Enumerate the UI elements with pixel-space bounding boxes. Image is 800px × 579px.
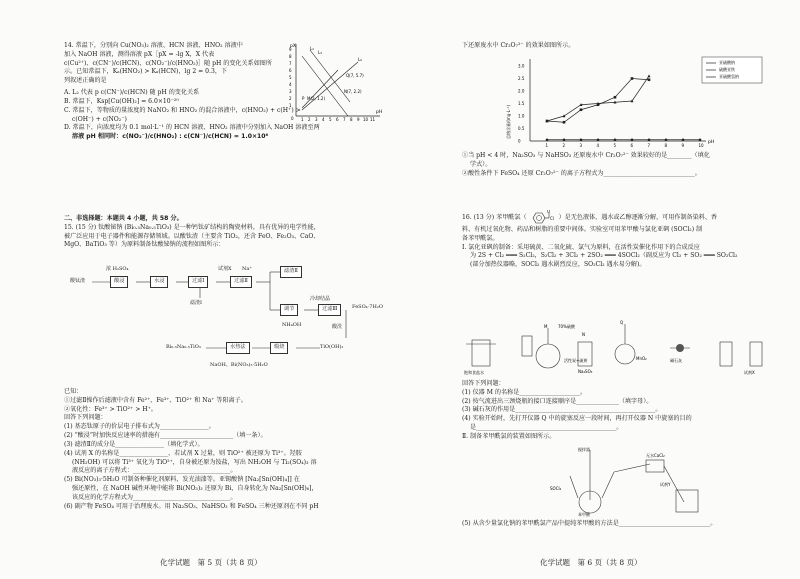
right-page [400, 0, 800, 579]
chart-xtick-label: 9 [681, 143, 685, 148]
chart-ytick-label: 0.5 [518, 126, 525, 131]
flow-step-filter1: 过滤Ⅰ [188, 276, 208, 288]
chart-xtick-label: 3 [579, 143, 583, 148]
flow-step-filter2: 过滤Ⅱ [230, 276, 252, 288]
label-q: Q [620, 320, 624, 325]
chart-point [648, 78, 651, 81]
curve-l2 [302, 62, 358, 110]
q16-apparatus-1 [460, 318, 790, 378]
q14-graph [288, 42, 384, 122]
q16-part1-line: 为 2S + Cl₂ ═══ S₂Cl₂，S₂Cl₂ + 3Cl₂ + 2SO₂ ═══ 4SOCl₂（副反应为 Cl₂ + SO₂ ═══ SO₂Cl₂ [470, 252, 738, 260]
chart-point [563, 114, 566, 117]
right-footer: 化学试题 第 6 页（共 8 页） [540, 558, 642, 568]
chart-legend-label: 硫酸亚铁 [719, 67, 735, 72]
curve-l1 [310, 50, 350, 102]
flow-step-adjust: 调节 [280, 304, 298, 316]
flow-residue1: 滤渣Ⅰ [190, 300, 202, 306]
point-q: Q(7, 5.7) [346, 73, 364, 78]
q16-part1-line: (部分加热仪器略，SOCl₂ 遇水剧烈反应，SO₂Cl₂ 遇水易分解)。 [470, 261, 646, 269]
q15-question: (NH₂OH) 可以将 Ti³⁺ 氧化为 TiO²⁺，自身被还原为铵盐，写出 NH₂OH 与 Ti₂(SO₄)₃ 溶 [72, 458, 317, 466]
q16-part1-title: Ⅰ. 氯化亚砜的制备：采用硫黄、二氧化硫、氯气为原料，在活性炭催化作用下的合成反应 [462, 243, 700, 251]
flow-acid-reagent: 浓 H₂SO₄ [106, 266, 129, 272]
chart-series-line [547, 76, 649, 121]
chart-point [699, 138, 702, 141]
q15-question: (3) 滤渣Ⅱ的成分是________________（填化学式）。 [64, 440, 204, 448]
q16-intro-line: 备苯甲酰氯。 [462, 234, 499, 242]
q16-answer-title: 回答下列问题： [462, 380, 505, 387]
point-m: M(2, 1.2) [307, 96, 326, 101]
ytick: 0 [291, 116, 294, 121]
q16-intro-a: 16. (13 分) 苯甲酰氯（ [462, 213, 527, 221]
q14-option-c-cont: c(OH⁻) + c(NO₂⁻) [72, 115, 127, 123]
q15-continued [462, 42, 792, 51]
q15-known: ①过滤Ⅱ操作后滤液中含有 Fe²⁺、Fe³⁺、TiO²⁺ 和 Na⁺ 等阳离子。 [64, 396, 247, 404]
q16-question-5: (5) 从含少量氯化钠的苯甲酰氯产品中提纯苯甲酸的方法是______________________________。 [462, 520, 717, 527]
chromium-chart [450, 55, 780, 150]
flow-raw: 酸钛渣 [70, 278, 86, 284]
chart-point [614, 138, 617, 141]
label-benzoic-acid: 苯甲酸 [578, 512, 590, 517]
q15-cont-line: 下还原废水中 Cr₂O₇²⁻ 的效果如图所示。 [462, 42, 575, 49]
q14-line: 加入 NaOH 溶液，测得溶液 pX［pX = -lg X，X 代表 [64, 50, 215, 58]
q15-subquestions [462, 152, 792, 178]
label-l3: L₃ [318, 50, 322, 55]
chart-point [563, 138, 566, 141]
q15-flowchart [70, 260, 390, 385]
q14-line: 示。已知常温下，Kₐ(HNO₂) > Kₐ(HCN)，lg 2 = 0.3，下 [64, 68, 228, 76]
q15-question: 强还原性，在 NaOH 碱性环境中能将 Bi(NO₃)₃ 还原为 Bi，自身转化为 Na₂[Sn(OH)₆]， [72, 485, 318, 493]
q15-intro: 被广泛应用于电子器件和能源存储领域。以酸钛渣（主要含 TiO₂，还含 FeO、Fe₂O₃、CaO、 [64, 232, 320, 240]
q14-line: 列叙述正确的是 [64, 77, 107, 85]
flow-residue2: 滤渣Ⅱ [280, 266, 302, 278]
q16-question: (1) 仪器 M 的名称是____________________。 [462, 388, 587, 396]
q14-ytick-labels [289, 47, 294, 121]
chart-xtick-label: 5 [613, 143, 617, 148]
chart-ytick-label: 3.0 [518, 63, 525, 69]
chart-xtick-label: 8 [664, 143, 668, 148]
q16-q5 [462, 520, 792, 529]
question-15 [64, 215, 394, 250]
chart-xtick-label: 6 [630, 143, 634, 148]
flow-step-acid: 酸浸 [110, 276, 128, 288]
xtick: 5 [329, 117, 332, 122]
chart-point [580, 138, 583, 141]
ytick: 6 [289, 68, 292, 73]
benzoyl-chloride-structure-icon [529, 210, 557, 226]
flow-wash: 酸洗 [332, 324, 343, 330]
q15-intro: MgO、BaTiO₃ 等）为原料制备钛酸铋钠的流程如图所示： [64, 241, 225, 249]
q15-intro: 15. (15 分) 钛酸铋钠 (Bi₀.₅Na₀.₅TiO₃) 是一种钙钛矿结构的陶瓷材料，具有优异的电学性能， [64, 223, 320, 231]
xtick: 10 [363, 117, 369, 122]
chart-legend-label: 亚硫酸氢钠 [719, 74, 739, 79]
left-footer: 化学试题 第 5 页（共 8 页） [160, 558, 262, 568]
label-n: N [582, 332, 585, 337]
q16-intro-b: ）是无色液体，遇水或乙醇逐渐分解，可用作制备染料、香 [558, 213, 718, 221]
label-soda-lime: 碱石灰 [670, 358, 682, 363]
chart-point [597, 138, 600, 141]
label-carbon-sulfur: 活性炭+硫黄 [564, 358, 588, 363]
q15-question: (5) Bi(NO₃)₃·5H₂O 可制备种催化剂原料，发光油漆等。亚锡酸钠 [Na₂[Sn(OH)₄]] 在 [64, 476, 300, 484]
flow-na: Na⁺ [242, 266, 252, 272]
chart-xtick-label: 1 [545, 143, 549, 148]
q15-question: (4) 试剂 X 的名称是________________，若试剂 X 过量，则 TiO²⁺ 被还原为 Ti³⁺。羟胺 [64, 449, 302, 457]
chart-point [648, 74, 651, 77]
xtick: 6 [336, 117, 339, 122]
label-reagent-x: 试剂X [744, 370, 755, 375]
flow-tioh: TiO(OH)₂ [320, 344, 344, 350]
xtick: 8 [350, 117, 353, 122]
chart-xtick-label: 7 [647, 143, 651, 148]
question-15-body [64, 388, 394, 512]
q15-sub: ②酸性条件下 FeSO₄ 还原 Cr₂O₇²⁻ 的离子方程式为______________________________。 [462, 169, 701, 177]
label-saturated-brine: 饱和食盐水 [464, 370, 484, 375]
chart-point [580, 108, 583, 111]
flow-nh4oh: NH₄OH [282, 322, 302, 328]
q16-part2-title: Ⅱ. 制备苯甲酰氯的装置如图所示。 [462, 432, 556, 440]
xtick: 4 [322, 117, 325, 122]
flow-step-hydro: 水热法 [226, 342, 250, 354]
q15-question: 该反应的化学方程式为________________________________。 [72, 493, 237, 501]
xtick: 1 [301, 117, 304, 122]
q16-question: (4) 实验开始时，先打开仪器 Q 中的旋塞反应一段时间，再打开仪器 N 中旋塞的目的 [462, 415, 692, 423]
chart-ytick-label: 0 [518, 138, 521, 144]
q15-question: (6) 副产物 FeSO₄ 可用于治理废水。用 Na₂SO₃、NaHSO₃ 和 FeSO₄ 三种还原剂在不同 pH [64, 502, 319, 510]
chart-ytick-label: 1.0 [518, 113, 525, 119]
ytick: 8 [289, 54, 292, 59]
chart-legend [702, 57, 762, 83]
q14-option-c: C. 常温下，等物质的量浓度的 NaNO₂ 和 HNO₂ 的混合溶液中，c(HNO₂) + c(H⁺) > [64, 106, 301, 114]
chart-series-line [547, 79, 649, 123]
chart-point [546, 138, 549, 141]
flow-cooling: 冷却结晶 [310, 296, 331, 302]
point-n: N(7, 2.2) [344, 89, 362, 94]
xtick: 2 [308, 117, 311, 122]
ytick: 2 [289, 96, 292, 101]
chart-ytick-label: 1.5 [518, 101, 525, 106]
chart-legend-label: 亚硫酸钠 [719, 60, 735, 65]
chart-xtick-label: 10 [698, 143, 704, 148]
chart-point [563, 121, 566, 124]
flow-step-water: 水浸 [150, 276, 168, 288]
flow-reagent-x: 试剂X [218, 266, 232, 272]
flow-bi-reagent: NaOH、Bi(NO₃)₃·5H₂O [210, 362, 268, 368]
label-na2so3: Na₂SO₃ [578, 369, 593, 374]
label-cacl2: 无水CaCl₂ [646, 453, 665, 458]
ytick: 9 [289, 47, 292, 52]
curve-extra [302, 70, 338, 108]
q14-line: 14. 常温下，分别向 Cu(NO₃)₂ 溶液、HCN 溶液、HNO₂ 溶液中 [64, 42, 243, 49]
chart-point [665, 138, 668, 141]
ytick: 4 [289, 82, 292, 87]
flow-product: Bi₀.₅Na₀.₅TiO₃ [166, 344, 201, 350]
ytick: 1 [289, 103, 292, 108]
q14-option-d: D. 常温下，向浓度均为 0.1 mol·L⁻¹ 的 HCN 溶液、HNO₂ 溶液中分别加入 NaOH 溶液至两 [64, 124, 320, 132]
chart-point [648, 138, 651, 141]
q14-xtick-labels [301, 117, 376, 122]
xtick: 7 [343, 117, 346, 122]
chart-point [631, 138, 634, 141]
label-m: M [544, 324, 548, 329]
xtick: 9 [357, 117, 360, 122]
chart-point [614, 96, 617, 99]
q15-question: 液反应的离子方程式：________________________________。 [72, 467, 237, 475]
q15-known: ②氧化性：Fe³⁺ > TiO²⁺ > H⁺。 [64, 405, 157, 413]
label-socl2: SOCl₂ [550, 486, 562, 491]
q16-question: (2) 按气流进出三颈烧瓶的接口连接顺序是______________（填字母）。 [462, 397, 653, 405]
chart-y-axis-label: 总铬含量/(mg·L⁻¹) [506, 104, 511, 139]
ytick: 7 [289, 61, 292, 66]
chart-xtick-label: 4 [596, 143, 600, 148]
chart-point [682, 138, 685, 141]
q15-question: (1) 基态钛原子的价层电子排布式为________________。 [64, 423, 215, 431]
chart-x-axis-label: pH [708, 140, 715, 145]
flow-step-filter3: 过滤Ⅲ [318, 304, 341, 316]
q14-option-d-cont: 溶液 pH 相同时：c(NO₂⁻)/c(HNO₂) : c(CN⁻)/c(HCN) = 1.0×10⁶ [72, 133, 269, 141]
q15-question: (2) “酸浸”时加快反应速率的措施有________________________（填一条）。 [64, 432, 267, 440]
chart-axes [505, 59, 714, 148]
xtick: 11 [370, 117, 376, 122]
section-2-title: 二、非选择题：本题共 4 小题，共 58 分。 [64, 215, 183, 222]
chart-xtick-label: 2 [562, 143, 566, 148]
q14-y-axis-label: pX [290, 44, 296, 49]
xtick: 3 [315, 117, 318, 122]
q16-question: 是______________________________________________。 [470, 424, 623, 432]
q14-option-a: A. L₂ 代表 p c(CN⁻)/c(HCN) 随 pH 的变化关系 [64, 89, 200, 97]
q16-intro-line: 料、有机过氧化物、药品和树脂的重要中间体。实验室可用苯甲酸与氯化亚砜 (SOCl₂) 制 [462, 226, 703, 233]
chart-point [631, 77, 634, 80]
ytick: 5 [289, 75, 292, 80]
label-reagent-y: 试剂Y [660, 482, 671, 487]
q14-option-b: B. 常温下，Ksp[Cu(OH)₂] = 6.0×10⁻²⁰ [64, 97, 179, 105]
ytick: 3 [289, 89, 292, 94]
question-16 [462, 210, 792, 270]
label-l1: L₁ [310, 46, 314, 51]
q16-apparatus-2 [550, 446, 720, 518]
q14-line: c(Cu²⁺)、c(CN⁻)/c(HCN)、c(NO₂⁻)/c(HNO₂)］随 pH 的变化关系如图所 [64, 59, 272, 67]
q16-question: (3) 碱石灰的作用是______________________________________________。 [462, 406, 662, 414]
q15-answer-title: 回答下列问题： [64, 414, 107, 422]
q15-sub: 学式）。 [470, 160, 492, 168]
chart-ytick-label: 2.5 [518, 76, 525, 81]
flow-step-calcine: 煅烧 [270, 342, 288, 354]
point-p: P [302, 96, 305, 101]
label-l2: L₂ [358, 57, 362, 62]
label-stirrer: 搅拌器 [578, 447, 590, 452]
label-mno2: MnO₂ [636, 356, 647, 361]
chart-series [546, 74, 702, 141]
q14-x-axis-label: pH [376, 110, 383, 115]
q15-sub: ①当 pH < 4 时，Na₂SO₃ 与 NaHSO₃ 还原废水中 Cr₂O₇²⁻ 效果较好的是________（填化 [462, 152, 710, 159]
q15-known-title: 已知： [64, 388, 83, 395]
curve-l3 [302, 56, 348, 116]
chart-ytick-label: 2.0 [518, 88, 525, 94]
q16-questions [462, 380, 792, 442]
svg-text:Cl: Cl [549, 216, 554, 221]
label-70-sulfuric: 70%硫酸 [558, 324, 575, 329]
flow-product-fe: FeSO₄·7H₂O [352, 304, 383, 310]
svg-text:O: O [546, 210, 550, 214]
